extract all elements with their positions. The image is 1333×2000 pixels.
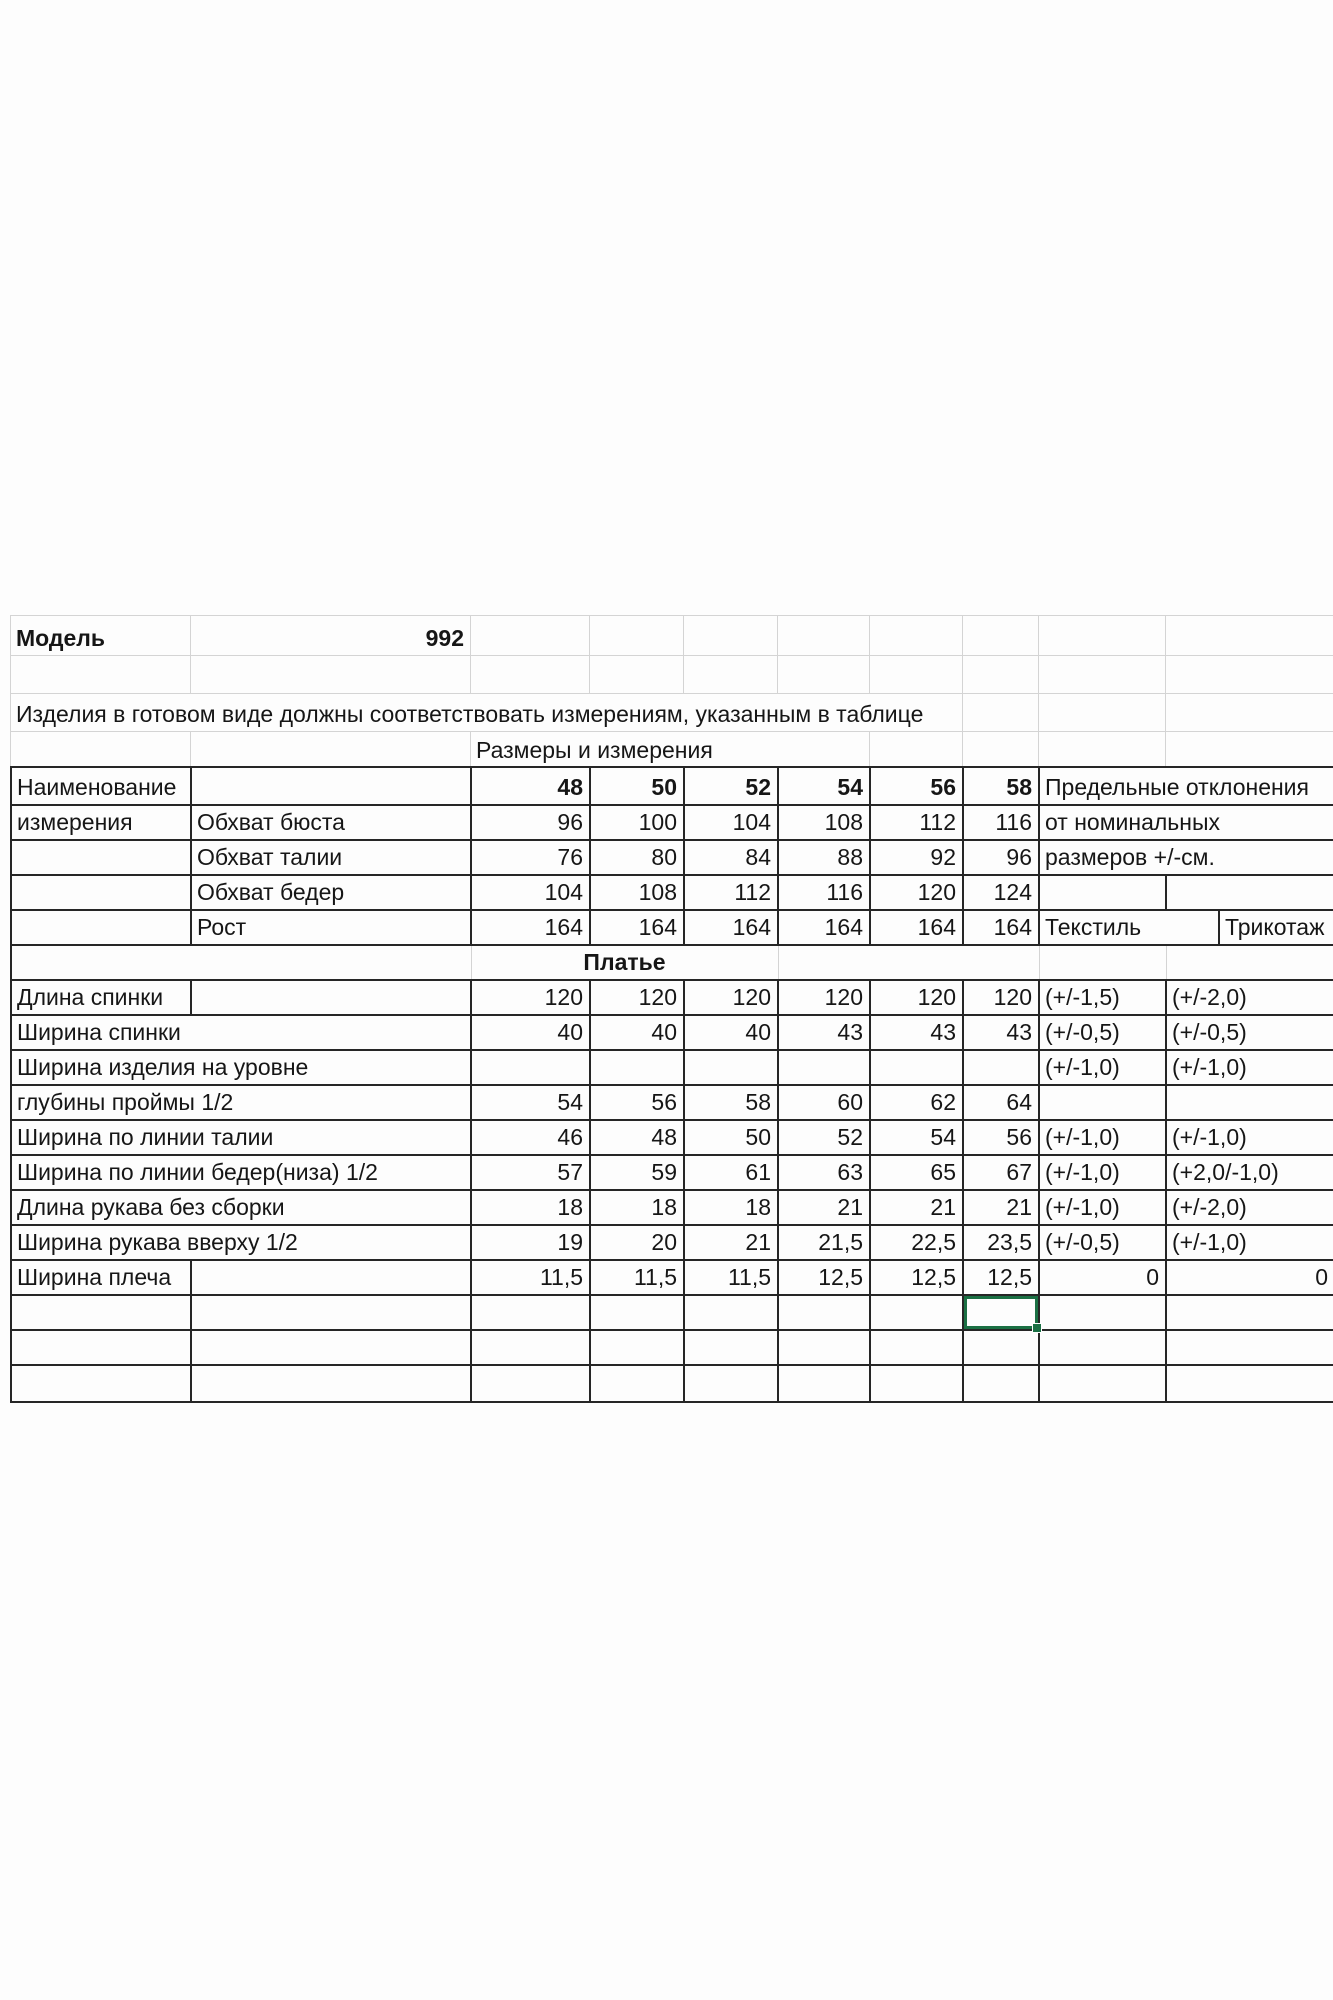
value-cell[interactable]: 50 — [685, 1121, 779, 1154]
value-cell[interactable]: 18 — [685, 1191, 779, 1224]
cell[interactable] — [590, 656, 684, 693]
value-cell[interactable]: 23,5 — [964, 1226, 1040, 1259]
cell[interactable] — [684, 656, 778, 693]
empty-cell[interactable] — [12, 841, 192, 874]
row-hips-girth — [12, 876, 1333, 911]
empty-cell[interactable] — [779, 1331, 871, 1364]
value-cell[interactable]: 88 — [779, 841, 871, 874]
empty-cell[interactable] — [1167, 1366, 1333, 1401]
row-product-width-label — [12, 1051, 1333, 1086]
empty-cell[interactable] — [685, 1051, 779, 1084]
value-cell[interactable]: 19 — [472, 1226, 591, 1259]
value-cell[interactable]: 54 — [871, 1121, 964, 1154]
selected-cell[interactable] — [964, 1296, 1040, 1329]
cell[interactable] — [963, 616, 1039, 655]
measure-label-cell[interactable]: Обхват бюста — [192, 806, 472, 839]
empty-cell[interactable] — [1040, 1296, 1167, 1329]
header-name-cell[interactable]: Наименование — [12, 768, 192, 804]
cell[interactable] — [778, 656, 870, 693]
row-empty-2 — [12, 1331, 1333, 1366]
measure-label-cell[interactable]: Ширина рукава вверху 1/2 — [12, 1226, 472, 1259]
empty-cell[interactable] — [12, 876, 192, 909]
value-cell[interactable]: 64 — [964, 1086, 1040, 1119]
empty-cell[interactable] — [12, 1296, 192, 1329]
empty-cell[interactable] — [472, 1331, 591, 1364]
cell[interactable] — [191, 656, 471, 693]
row-note — [11, 694, 1333, 732]
empty-cell[interactable] — [12, 946, 472, 979]
empty-cell[interactable] — [591, 1296, 685, 1329]
row-model — [11, 616, 1333, 656]
row-section-dress — [12, 946, 1333, 981]
empty-cell[interactable] — [472, 1366, 591, 1401]
tolerance-cell[interactable]: (+2,0/-1,0) — [1172, 1158, 1279, 1185]
cell[interactable] — [1166, 694, 1333, 731]
measure-label-cell[interactable]: Обхват талии — [192, 841, 472, 874]
empty-cell[interactable] — [779, 1366, 871, 1401]
knitwear-column-cell[interactable]: Трикотаж — [1225, 913, 1325, 940]
value-cell[interactable]: 21,5 — [779, 1226, 871, 1259]
size-header-cell[interactable]: 50 — [591, 768, 685, 804]
cell[interactable] — [1039, 656, 1166, 693]
row-bust — [12, 806, 1333, 841]
tolerance-note-cell[interactable]: размеров +/-см. — [1045, 843, 1215, 870]
empty-cell[interactable] — [472, 1051, 591, 1084]
value-cell[interactable]: 124 — [964, 876, 1040, 909]
model-label-cell[interactable]: Модель — [11, 616, 191, 655]
tolerance-cell[interactable]: 0 — [1315, 1263, 1328, 1290]
value-cell[interactable]: 54 — [472, 1086, 591, 1119]
value-cell[interactable]: 116 — [964, 806, 1040, 839]
empty-cell[interactable] — [685, 1366, 779, 1401]
value-cell[interactable]: 59 — [591, 1156, 685, 1189]
value-cell[interactable]: 120 — [871, 876, 964, 909]
value-cell[interactable]: 92 — [871, 841, 964, 874]
size-header-cell[interactable]: 52 — [685, 768, 779, 804]
tolerance-cell[interactable]: (+/-0,5) — [1040, 1226, 1167, 1259]
measure-label-cell[interactable]: Ширина изделия на уровне — [12, 1051, 472, 1084]
tolerance-cell[interactable]: (+/-1,0) — [1172, 1053, 1247, 1080]
size-header-cell[interactable]: 56 — [871, 768, 964, 804]
value-cell[interactable]: 120 — [779, 981, 871, 1014]
empty-cell[interactable] — [12, 1331, 192, 1364]
size-header-cell[interactable]: 48 — [472, 768, 591, 804]
value-cell[interactable]: 11,5 — [685, 1261, 779, 1294]
value-cell[interactable]: 22,5 — [871, 1226, 964, 1259]
empty-cell[interactable] — [591, 1366, 685, 1401]
value-cell[interactable]: 21 — [964, 1191, 1040, 1224]
tolerance-cell[interactable]: (+/-1,0) — [1040, 1051, 1167, 1084]
cell[interactable] — [1039, 732, 1166, 767]
row-header — [12, 768, 1333, 806]
value-cell[interactable]: 57 — [472, 1156, 591, 1189]
value-cell[interactable]: 120 — [964, 981, 1040, 1014]
value-cell[interactable]: 12,5 — [964, 1261, 1040, 1294]
row-sleeve-top-width — [12, 1226, 1333, 1261]
row-empty-3 — [12, 1366, 1333, 1401]
value-cell[interactable]: 120 — [871, 981, 964, 1014]
value-cell[interactable]: 12,5 — [871, 1261, 964, 1294]
empty-cell[interactable] — [1167, 1086, 1333, 1119]
cell[interactable] — [11, 732, 191, 767]
tolerance-cell[interactable]: (+/-1,5) — [1040, 981, 1167, 1014]
tolerance-note-cell[interactable]: от номинальных — [1045, 808, 1220, 835]
empty-cell[interactable] — [591, 1331, 685, 1364]
tolerance-cell[interactable]: (+/-1,0) — [1040, 1156, 1167, 1189]
row-back-length — [12, 981, 1333, 1016]
value-cell[interactable]: 104 — [472, 876, 591, 909]
cell[interactable] — [1166, 656, 1333, 693]
value-cell[interactable]: 116 — [779, 876, 871, 909]
measure-label-cell[interactable]: Рост — [192, 911, 472, 944]
value-cell[interactable]: 56 — [964, 1121, 1040, 1154]
empty-cell[interactable] — [591, 1051, 685, 1084]
row-sleeve-length — [12, 1191, 1333, 1226]
tolerance-cell[interactable]: (+/-1,0) — [1172, 1228, 1247, 1255]
cell[interactable] — [1039, 694, 1166, 731]
empty-cell[interactable] — [685, 1296, 779, 1329]
value-cell[interactable]: 100 — [591, 806, 685, 839]
empty-cell[interactable] — [871, 1051, 964, 1084]
measure-label-cell[interactable]: Ширина по линии талии — [12, 1121, 472, 1154]
value-cell[interactable]: 104 — [685, 806, 779, 839]
tolerance-cell[interactable]: (+/-2,0) — [1172, 983, 1247, 1010]
size-header-cell[interactable]: 58 — [964, 768, 1040, 804]
value-cell[interactable]: 48 — [591, 1121, 685, 1154]
row-sizes-title — [11, 732, 1333, 767]
value-cell[interactable]: 76 — [472, 841, 591, 874]
value-cell[interactable]: 21 — [779, 1191, 871, 1224]
value-cell[interactable]: 120 — [591, 981, 685, 1014]
empty-cell[interactable] — [964, 1051, 1040, 1084]
value-cell[interactable]: 40 — [591, 1016, 685, 1049]
empty-cell[interactable] — [1040, 1331, 1167, 1364]
value-cell[interactable]: 21 — [871, 1191, 964, 1224]
note-text-cell[interactable]: Изделия в готовом виде должны соответствовать измерениям, указанным в таблице — [11, 694, 963, 731]
value-cell[interactable]: 43 — [871, 1016, 964, 1049]
tolerance-cell[interactable]: (+/-1,0) — [1040, 1121, 1167, 1154]
value-cell[interactable]: 62 — [871, 1086, 964, 1119]
row-back-width — [12, 1016, 1333, 1051]
sheet-upper-region — [10, 615, 1333, 767]
cell[interactable] — [590, 616, 684, 655]
cell[interactable] — [11, 656, 191, 693]
empty-cell[interactable] — [1040, 1086, 1167, 1119]
value-cell[interactable]: 65 — [871, 1156, 964, 1189]
cell[interactable] — [870, 656, 963, 693]
value-cell[interactable]: 164 — [779, 911, 871, 944]
tolerance-header-cell[interactable]: Предельные отклонения — [1045, 773, 1309, 800]
empty-cell[interactable] — [1040, 1366, 1167, 1401]
cell[interactable] — [778, 616, 870, 655]
sizes-title-cell[interactable]: Размеры и измерения — [471, 732, 870, 767]
tolerance-cell[interactable]: (+/-0,5) — [1172, 1018, 1247, 1045]
empty-cell[interactable] — [192, 1366, 472, 1401]
value-cell[interactable]: 96 — [472, 806, 591, 839]
tolerance-cell[interactable]: (+/-1,0) — [1040, 1191, 1167, 1224]
empty-cell[interactable] — [1167, 876, 1333, 909]
value-cell[interactable]: 43 — [779, 1016, 871, 1049]
cell[interactable] — [870, 616, 963, 655]
value-cell[interactable]: 164 — [591, 911, 685, 944]
value-cell[interactable]: 52 — [779, 1121, 871, 1154]
value-cell[interactable]: 164 — [472, 911, 591, 944]
value-cell[interactable]: 164 — [871, 911, 964, 944]
header-name-cell[interactable]: измерения — [12, 806, 192, 839]
value-cell[interactable]: 63 — [779, 1156, 871, 1189]
size-header-cell[interactable]: 54 — [779, 768, 871, 804]
value-cell[interactable]: 20 — [591, 1226, 685, 1259]
empty-cell[interactable] — [192, 1331, 472, 1364]
value-cell[interactable]: 43 — [964, 1016, 1040, 1049]
value-cell[interactable]: 80 — [591, 841, 685, 874]
sheet-bordered-table — [10, 766, 1333, 1403]
value-cell[interactable]: 84 — [685, 841, 779, 874]
row-hips-line-width — [12, 1156, 1333, 1191]
value-cell[interactable]: 61 — [685, 1156, 779, 1189]
value-cell[interactable]: 112 — [871, 806, 964, 839]
empty-cell[interactable] — [12, 1366, 192, 1401]
empty-cell[interactable] — [12, 911, 192, 944]
measure-label-cell[interactable]: Длина спинки — [12, 981, 192, 1014]
row-empty-1 — [12, 1296, 1333, 1331]
empty-cell[interactable] — [1167, 1296, 1333, 1329]
value-cell[interactable]: 164 — [964, 911, 1040, 944]
value-cell[interactable]: 108 — [591, 876, 685, 909]
empty-cell[interactable] — [472, 1296, 591, 1329]
value-cell[interactable]: 108 — [779, 806, 871, 839]
cell[interactable] — [1039, 616, 1166, 655]
empty-cell[interactable] — [192, 1296, 472, 1329]
measure-label-cell[interactable]: Ширина спинки — [12, 1016, 472, 1049]
value-cell[interactable]: 40 — [472, 1016, 591, 1049]
row-waist-line-width — [12, 1121, 1333, 1156]
empty-cell[interactable] — [1040, 946, 1167, 979]
tolerance-cell[interactable]: (+/-0,5) — [1040, 1016, 1167, 1049]
row-shoulder-width — [12, 1261, 1333, 1296]
empty-cell[interactable] — [871, 1331, 964, 1364]
row-height — [12, 911, 1333, 946]
empty-cell[interactable] — [964, 1366, 1040, 1401]
cell[interactable] — [471, 656, 590, 693]
empty-cell[interactable] — [871, 1366, 964, 1401]
cell[interactable] — [191, 732, 471, 767]
row-waist-girth — [12, 841, 1333, 876]
empty-cell[interactable] — [779, 1051, 871, 1084]
value-cell[interactable]: 18 — [472, 1191, 591, 1224]
value-cell[interactable]: 11,5 — [591, 1261, 685, 1294]
measure-label-cell[interactable]: глубины проймы 1/2 — [12, 1086, 472, 1119]
cell[interactable] — [870, 732, 963, 767]
measure-label-cell[interactable]: Длина рукава без сборки — [12, 1191, 472, 1224]
empty-cell[interactable] — [1167, 1331, 1333, 1364]
value-cell[interactable]: 58 — [685, 1086, 779, 1119]
tolerance-cell[interactable]: (+/-2,0) — [1172, 1193, 1247, 1220]
value-cell[interactable]: 164 — [685, 911, 779, 944]
cell[interactable] — [1166, 732, 1333, 767]
empty-cell[interactable] — [779, 946, 1040, 979]
empty-cell[interactable] — [964, 1331, 1040, 1364]
cell[interactable] — [963, 656, 1039, 693]
empty-cell[interactable] — [779, 1296, 871, 1329]
model-value-cell[interactable]: 992 — [191, 616, 471, 655]
tolerance-cell[interactable]: 0 — [1040, 1261, 1167, 1294]
row-armhole-depth — [12, 1086, 1333, 1121]
cell[interactable] — [963, 732, 1039, 767]
empty-cell[interactable] — [1040, 876, 1167, 909]
value-cell[interactable]: 12,5 — [779, 1261, 871, 1294]
value-cell[interactable]: 18 — [591, 1191, 685, 1224]
row-blank-top — [11, 656, 1333, 694]
empty-cell[interactable] — [192, 981, 472, 1014]
measure-label-cell[interactable]: Обхват бедер — [192, 876, 472, 909]
empty-cell[interactable] — [871, 1296, 964, 1329]
empty-cell[interactable] — [685, 1331, 779, 1364]
cell[interactable] — [471, 616, 590, 655]
empty-cell[interactable] — [192, 1261, 472, 1294]
value-cell[interactable]: 46 — [472, 1121, 591, 1154]
section-title-cell[interactable]: Платье — [472, 946, 779, 979]
value-cell[interactable]: 11,5 — [472, 1261, 591, 1294]
value-cell[interactable]: 56 — [591, 1086, 685, 1119]
tolerance-cell[interactable]: (+/-1,0) — [1172, 1123, 1247, 1150]
value-cell[interactable]: 120 — [472, 981, 591, 1014]
value-cell[interactable]: 21 — [685, 1226, 779, 1259]
cell[interactable] — [963, 694, 1039, 731]
cell[interactable] — [1166, 616, 1333, 655]
textile-column-cell[interactable]: Текстиль — [1040, 911, 1220, 944]
value-cell[interactable]: 60 — [779, 1086, 871, 1119]
value-cell[interactable]: 112 — [685, 876, 779, 909]
measure-label-cell[interactable]: Ширина по линии бедер(низа) 1/2 — [12, 1156, 472, 1189]
value-cell[interactable]: 120 — [685, 981, 779, 1014]
header-empty-cell[interactable] — [192, 768, 472, 804]
value-cell[interactable]: 40 — [685, 1016, 779, 1049]
value-cell[interactable]: 96 — [964, 841, 1040, 874]
empty-cell[interactable] — [1167, 946, 1333, 979]
value-cell[interactable]: 67 — [964, 1156, 1040, 1189]
cell[interactable] — [684, 616, 778, 655]
measure-label-cell[interactable]: Ширина плеча — [12, 1261, 192, 1294]
